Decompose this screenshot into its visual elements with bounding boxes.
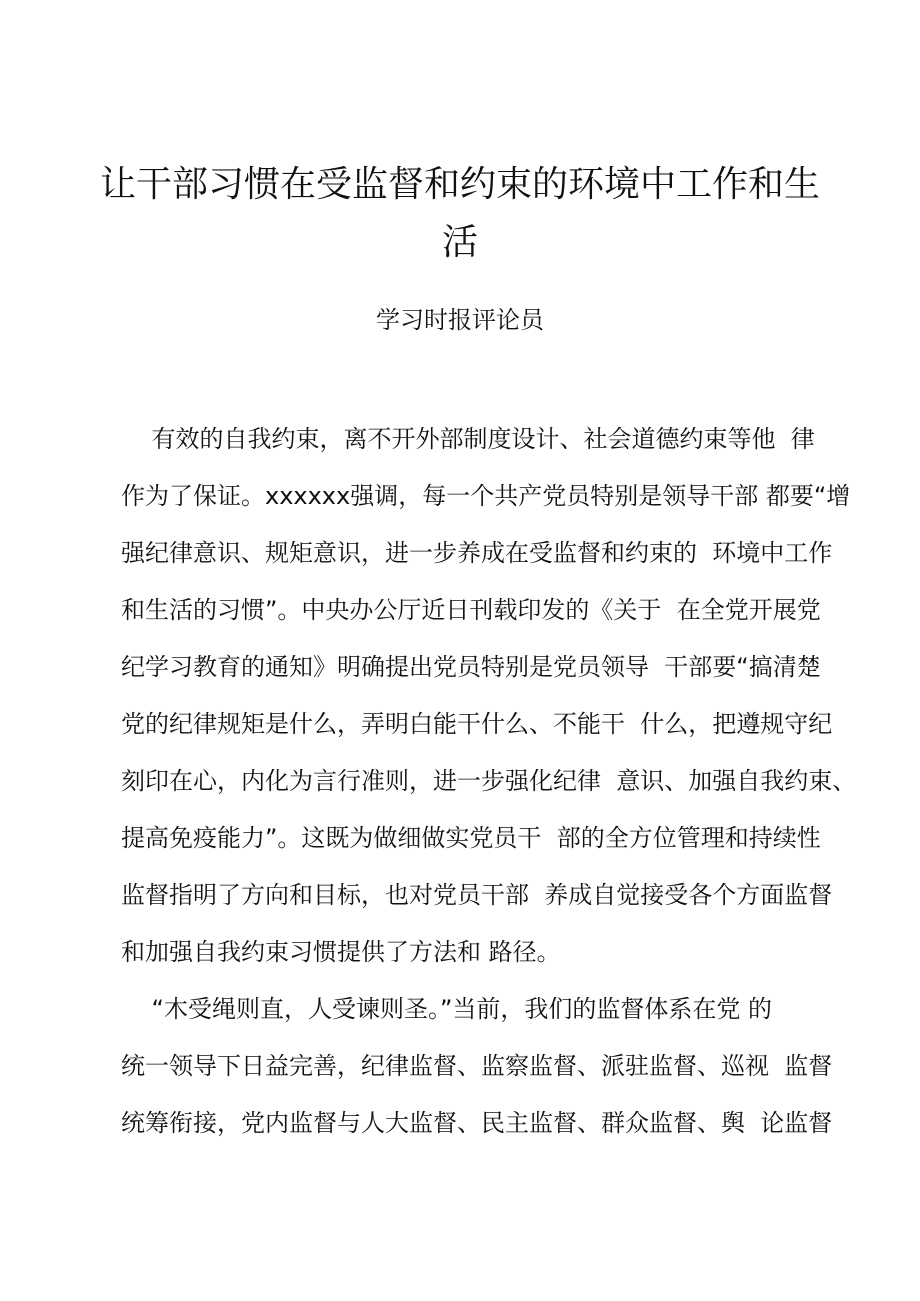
paragraph-line: 统一领导下日益完善，纪律监督、监察监督、派驻监督、巡视 监督 bbox=[121, 1052, 833, 1080]
paragraph-line: “木受绳则直，人受谏则圣。”当前，我们的监督体系在党 的 bbox=[121, 995, 773, 1023]
paragraph-line: 纪学习教育的通知》明确提出党员特别是党员领导 干部要“搞清楚 bbox=[121, 653, 821, 681]
paragraph-line: 和加强自我约束习惯提供了方法和 路径。 bbox=[121, 938, 561, 966]
byline: 学习时报评论员 bbox=[376, 306, 544, 334]
paragraph-line: 强纪律意识、规矩意识，进一步养成在受监督和约束的 环境中工作 bbox=[121, 539, 833, 567]
paragraph-line: 有效的自我约束，离不开外部制度设计、社会道德约束等他 律 bbox=[121, 425, 815, 453]
document-title-line-1: 让干部习惯在受监督和约束的环境中工作和生 bbox=[100, 164, 821, 205]
paragraph-line: 和生活的习惯”。中央办公厅近日刊载印发的《关于 在全党开展党 bbox=[121, 596, 821, 624]
paragraph-line: 统筹衔接，党内监督与人大监督、民主监督、群众监督、舆 论监督 bbox=[121, 1109, 833, 1137]
paragraph-line: 提高免疫能力”。这既为做细做实党员干 部的全方位管理和持续性 bbox=[121, 824, 821, 852]
paragraph-line: 党的纪律规矩是什么，弄明白能干什么、不能干 什么，把遵规守纪 bbox=[121, 710, 833, 738]
paragraph-line: 监督指明了方向和目标，也对党员干部 养成自觉接受各个方面监督 bbox=[121, 881, 833, 909]
document-title-line-2: 活 bbox=[441, 222, 478, 263]
paragraph-line: 刻印在心，内化为言行准则，进一步强化纪律 意识、加强自我约束、 bbox=[121, 767, 857, 795]
paragraph-line: 作为了保证。xxxxxx强调，每一个共产党员特别是领导干部 都要“增 bbox=[121, 482, 851, 510]
